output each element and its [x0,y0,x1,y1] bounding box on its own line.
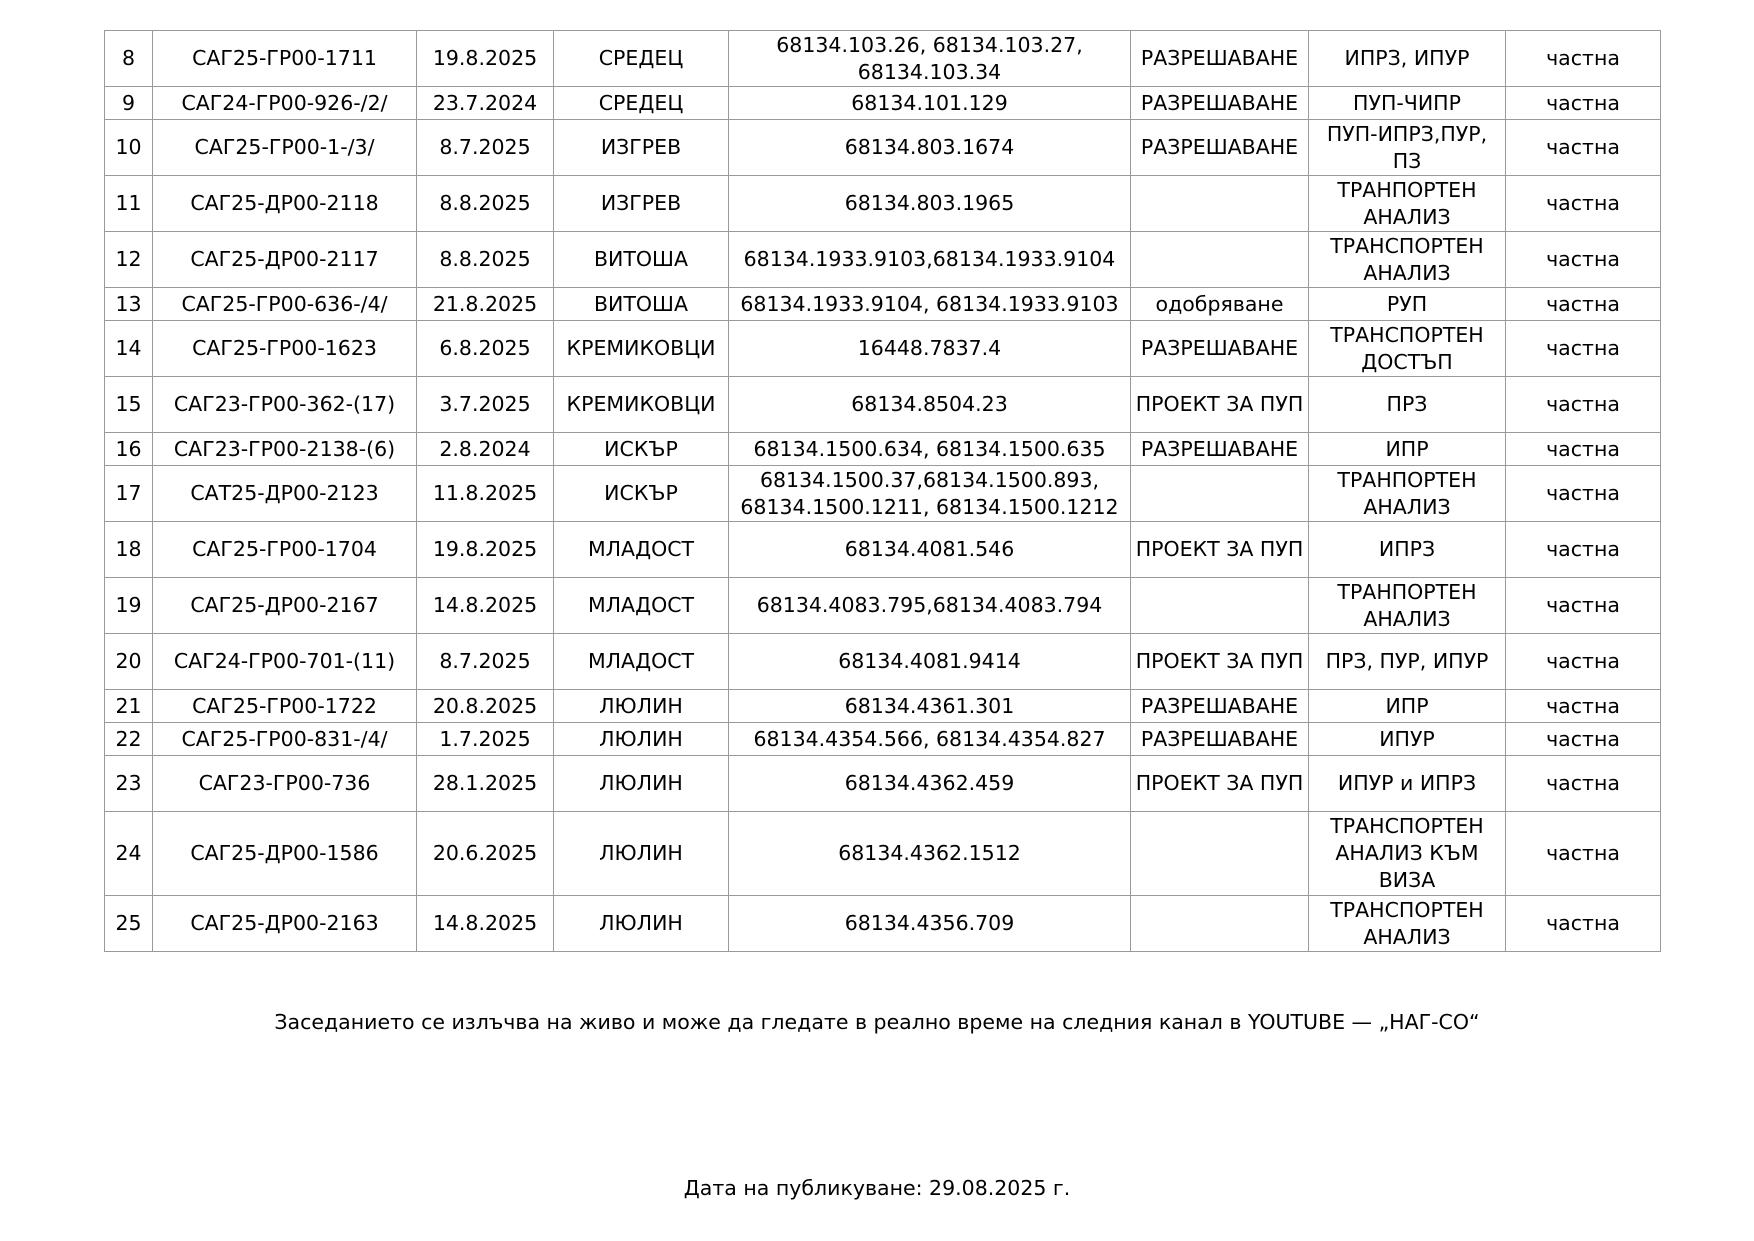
parcels-cell: 68134.103.26, 68134.103.27, 68134.103.34 [729,31,1131,87]
case-number-cell: САГ25-ДР00-2163 [153,896,417,952]
ownership-cell: частна [1506,578,1661,634]
parcels-cell: 68134.4361.301 [729,690,1131,723]
date-cell: 3.7.2025 [417,377,554,433]
ownership-cell: частна [1506,522,1661,578]
case-number-cell: САГ25-ГР00-1623 [153,321,417,377]
district-cell: ИЗГРЕВ [554,120,729,176]
ownership-cell: частна [1506,433,1661,466]
district-cell: МЛАДОСТ [554,634,729,690]
table-row [105,812,1661,896]
date-cell: 8.7.2025 [417,120,554,176]
case-number-cell: САГ25-ГР00-831-/4/ [153,723,417,756]
row-number-cell: 19 [105,578,153,634]
row-number-cell: 12 [105,232,153,288]
case-number-cell: САГ25-ГР00-636-/4/ [153,288,417,321]
table-row [105,433,1661,466]
decision-cell: РАЗРЕШАВАНЕ [1131,31,1309,87]
parcels-cell: 68134.803.1674 [729,120,1131,176]
case-number-cell: САГ25-ДР00-2167 [153,578,417,634]
table-row [105,756,1661,812]
district-cell: ЛЮЛИН [554,756,729,812]
table-row [105,321,1661,377]
decision-cell [1131,176,1309,232]
plan-type-cell: ТРАНПОРТЕН АНАЛИЗ [1309,466,1506,522]
plan-type-cell: ИПР [1309,690,1506,723]
parcels-cell: 68134.4362.1512 [729,812,1131,896]
row-number-cell: 9 [105,87,153,120]
parcels-cell: 68134.1933.9103,68134.1933.9104 [729,232,1131,288]
parcels-cell: 68134.1933.9104, 68134.1933.9103 [729,288,1131,321]
district-cell: МЛАДОСТ [554,522,729,578]
ownership-cell: частна [1506,723,1661,756]
plan-type-cell: ТРАНПОРТЕН АНАЛИЗ [1309,578,1506,634]
plan-type-cell: ТРАНСПОРТЕН ДОСТЪП [1309,321,1506,377]
ownership-cell: частна [1506,87,1661,120]
case-number-cell: САГ25-ГР00-1-/3/ [153,120,417,176]
plan-type-cell: ТРАНСПОРТЕН АНАЛИЗ КЪМ ВИЗА [1309,812,1506,896]
plan-type-cell: ИПР [1309,433,1506,466]
plan-type-cell: ИПУР и ИПРЗ [1309,756,1506,812]
date-cell: 19.8.2025 [417,31,554,87]
case-number-cell: САТ25-ДР00-2123 [153,466,417,522]
table-row [105,377,1661,433]
date-cell: 1.7.2025 [417,723,554,756]
ownership-cell: частна [1506,690,1661,723]
district-cell: ЛЮЛИН [554,896,729,952]
decision-cell: РАЗРЕШАВАНЕ [1131,120,1309,176]
decision-cell: ПРОЕКТ ЗА ПУП [1131,377,1309,433]
plan-type-cell: ИПРЗ [1309,522,1506,578]
district-cell: МЛАДОСТ [554,578,729,634]
case-number-cell: САГ25-ДР00-1586 [153,812,417,896]
row-number-cell: 17 [105,466,153,522]
table-row [105,723,1661,756]
district-cell: ЛЮЛИН [554,690,729,723]
date-cell: 8.7.2025 [417,634,554,690]
date-cell: 2.8.2024 [417,433,554,466]
district-cell: ВИТОША [554,232,729,288]
date-cell: 8.8.2025 [417,176,554,232]
decision-cell: РАЗРЕШАВАНЕ [1131,690,1309,723]
parcels-cell: 68134.4362.459 [729,756,1131,812]
parcels-cell: 68134.4081.9414 [729,634,1131,690]
table-row [105,690,1661,723]
table-row [105,522,1661,578]
ownership-cell: частна [1506,288,1661,321]
date-cell: 14.8.2025 [417,896,554,952]
ownership-cell: частна [1506,812,1661,896]
plan-type-cell: ПРЗ, ПУР, ИПУР [1309,634,1506,690]
row-number-cell: 14 [105,321,153,377]
date-cell: 8.8.2025 [417,232,554,288]
district-cell: ВИТОША [554,288,729,321]
district-cell: ИЗГРЕВ [554,176,729,232]
decision-cell: одобряване [1131,288,1309,321]
row-number-cell: 18 [105,522,153,578]
decision-cell: ПРОЕКТ ЗА ПУП [1131,756,1309,812]
plan-type-cell: ТРАНСПОРТЕН АНАЛИЗ [1309,232,1506,288]
table-row [105,896,1661,952]
row-number-cell: 23 [105,756,153,812]
district-cell: КРЕМИКОВЦИ [554,321,729,377]
parcels-cell: 68134.4354.566, 68134.4354.827 [729,723,1131,756]
table-row [105,176,1661,232]
decision-cell [1131,466,1309,522]
row-number-cell: 11 [105,176,153,232]
date-cell: 28.1.2025 [417,756,554,812]
decision-cell: ПРОЕКТ ЗА ПУП [1131,522,1309,578]
decision-cell [1131,896,1309,952]
row-number-cell: 10 [105,120,153,176]
plan-type-cell: ИПУР [1309,723,1506,756]
district-cell: СРЕДЕЦ [554,31,729,87]
agenda-table [104,30,1661,952]
parcels-cell: 68134.4083.795,68134.4083.794 [729,578,1131,634]
ownership-cell: частна [1506,176,1661,232]
decision-cell [1131,578,1309,634]
publication-date: Дата на публикуване: 29.08.2025 г. [683,1176,1071,1200]
parcels-cell: 68134.101.129 [729,87,1131,120]
ownership-cell: частна [1506,321,1661,377]
case-number-cell: САГ25-ГР00-1722 [153,690,417,723]
plan-type-cell: ТРАНПОРТЕН АНАЛИЗ [1309,176,1506,232]
table-row [105,87,1661,120]
table-row [105,578,1661,634]
date-cell: 23.7.2024 [417,87,554,120]
ownership-cell: частна [1506,896,1661,952]
row-number-cell: 16 [105,433,153,466]
parcels-cell: 68134.803.1965 [729,176,1131,232]
date-cell: 14.8.2025 [417,578,554,634]
decision-cell: РАЗРЕШАВАНЕ [1131,321,1309,377]
parcels-cell: 68134.4081.546 [729,522,1131,578]
plan-type-cell: ПУП-ИПРЗ,ПУР, ПЗ [1309,120,1506,176]
table-row [105,288,1661,321]
ownership-cell: частна [1506,120,1661,176]
case-number-cell: САГ24-ГР00-701-(11) [153,634,417,690]
plan-type-cell: РУП [1309,288,1506,321]
case-number-cell: САГ25-ДР00-2118 [153,176,417,232]
date-cell: 20.6.2025 [417,812,554,896]
row-number-cell: 20 [105,634,153,690]
row-number-cell: 8 [105,31,153,87]
table-row [105,232,1661,288]
ownership-cell: частна [1506,31,1661,87]
parcels-cell: 68134.8504.23 [729,377,1131,433]
agenda-table-body [105,31,1661,952]
row-number-cell: 15 [105,377,153,433]
row-number-cell: 25 [105,896,153,952]
parcels-cell: 16448.7837.4 [729,321,1131,377]
district-cell: СРЕДЕЦ [554,87,729,120]
date-cell: 20.8.2025 [417,690,554,723]
ownership-cell: частна [1506,232,1661,288]
case-number-cell: САГ23-ГР00-736 [153,756,417,812]
date-cell: 19.8.2025 [417,522,554,578]
date-cell: 21.8.2025 [417,288,554,321]
row-number-cell: 13 [105,288,153,321]
parcels-cell: 68134.4356.709 [729,896,1131,952]
plan-type-cell: ТРАНСПОРТЕН АНАЛИЗ [1309,896,1506,952]
parcels-cell: 68134.1500.634, 68134.1500.635 [729,433,1131,466]
ownership-cell: частна [1506,377,1661,433]
plan-type-cell: ПУП-ЧИПР [1309,87,1506,120]
case-number-cell: САГ23-ГР00-2138-(6) [153,433,417,466]
case-number-cell: САГ25-ГР00-1704 [153,522,417,578]
decision-cell: РАЗРЕШАВАНЕ [1131,87,1309,120]
ownership-cell: частна [1506,634,1661,690]
parcels-cell: 68134.1500.37,68134.1500.893, 68134.1500.1211, 68134.1500.1212 [729,466,1131,522]
decision-cell: РАЗРЕШАВАНЕ [1131,433,1309,466]
case-number-cell: САГ25-ГР00-1711 [153,31,417,87]
row-number-cell: 22 [105,723,153,756]
plan-type-cell: ПРЗ [1309,377,1506,433]
district-cell: КРЕМИКОВЦИ [554,377,729,433]
date-cell: 11.8.2025 [417,466,554,522]
live-stream-note: Заседанието се излъчва на живо и може да гледате в реално време на следния канал в YOUTUBE — „НАГ-СО“ [274,1010,1480,1034]
district-cell: ИСКЪР [554,466,729,522]
ownership-cell: частна [1506,466,1661,522]
table-row [105,120,1661,176]
decision-cell: ПРОЕКТ ЗА ПУП [1131,634,1309,690]
decision-cell [1131,812,1309,896]
table-row [105,31,1661,87]
case-number-cell: САГ25-ДР00-2117 [153,232,417,288]
date-cell: 6.8.2025 [417,321,554,377]
district-cell: ЛЮЛИН [554,723,729,756]
table-row [105,466,1661,522]
district-cell: ЛЮЛИН [554,812,729,896]
case-number-cell: САГ24-ГР00-926-/2/ [153,87,417,120]
case-number-cell: САГ23-ГР00-362-(17) [153,377,417,433]
row-number-cell: 21 [105,690,153,723]
table-row [105,634,1661,690]
district-cell: ИСКЪР [554,433,729,466]
plan-type-cell: ИПРЗ, ИПУР [1309,31,1506,87]
row-number-cell: 24 [105,812,153,896]
decision-cell [1131,232,1309,288]
ownership-cell: частна [1506,756,1661,812]
decision-cell: РАЗРЕШАВАНЕ [1131,723,1309,756]
